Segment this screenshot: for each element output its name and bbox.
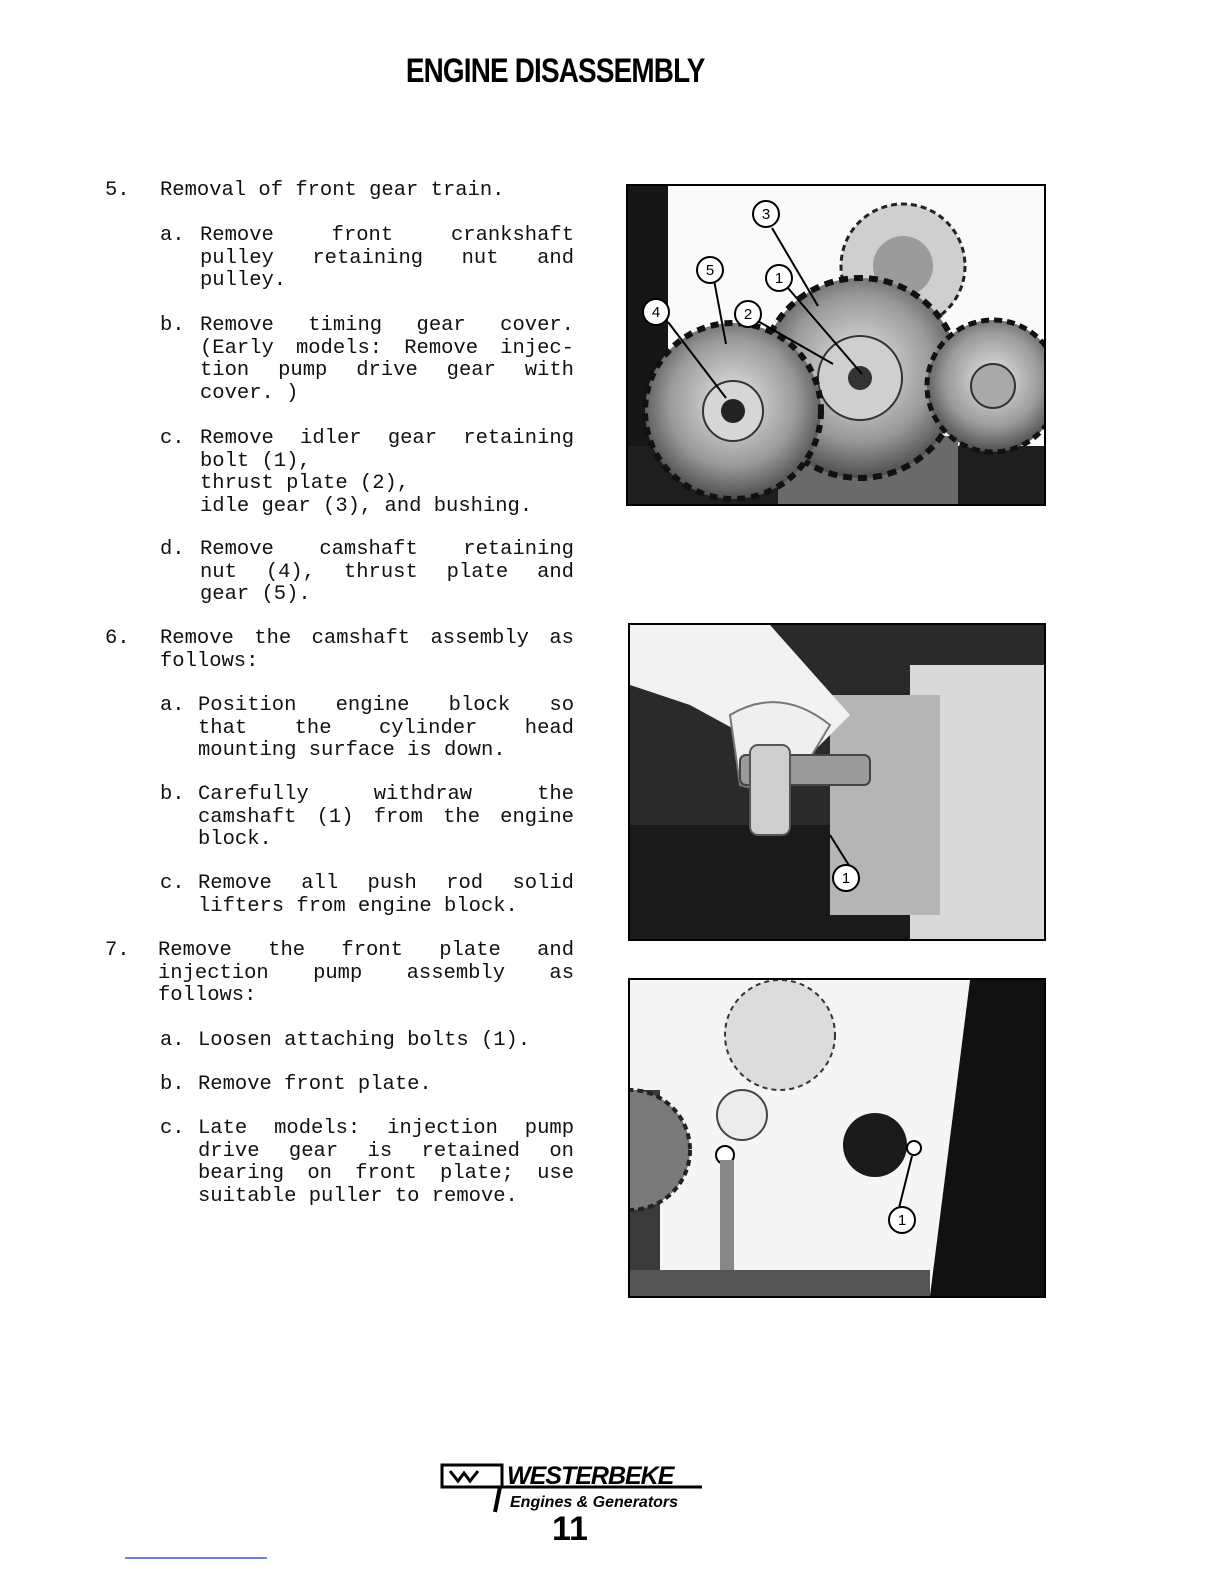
substep-line: bolt (1), (200, 449, 311, 473)
substep-line: Late models: injection pump (198, 1117, 574, 1140)
step-line: follows: (158, 984, 257, 1007)
step-line: injection pump assembly as (158, 961, 574, 985)
svg-text:1: 1 (841, 870, 851, 887)
svg-text:2: 2 (743, 306, 753, 323)
callout-1 (766, 265, 792, 291)
svg-text:5: 5 (705, 262, 715, 279)
brand-tagline: Engines & Generators (510, 1494, 679, 1511)
substep-line: mounting surface is down. (198, 739, 506, 762)
substep-line: Remove idler gear retaining (200, 427, 574, 450)
substep-letter: c. (160, 427, 185, 450)
svg-text:1: 1 (774, 270, 784, 287)
substep-line: Remove timing gear cover. (200, 314, 574, 337)
substep-letter: a. (160, 1029, 185, 1052)
substep (160, 428, 574, 518)
substep-letter: b. (160, 1073, 185, 1096)
callout-1 (833, 865, 859, 891)
step-line: Remove the camshaft assembly as (160, 627, 574, 650)
step-text (160, 628, 574, 673)
callout-4 (643, 299, 669, 325)
step-line: Remove the front plate and (158, 939, 574, 962)
callout-5 (697, 257, 723, 283)
substep-line: nut (4), thrust plate and (200, 560, 574, 584)
substep (160, 1074, 574, 1097)
substep-line: Remove camshaft retaining (200, 538, 574, 561)
substep-line: that the cylinder head (198, 716, 574, 740)
svg-text:1: 1 (897, 1212, 907, 1229)
footer-rule (125, 1557, 267, 1559)
substep-line: cover. ) (200, 381, 299, 405)
step-text (158, 940, 574, 1008)
substep-letter: c. (160, 1117, 185, 1140)
substep-line: thrust plate (2), (200, 472, 410, 495)
svg-text:3: 3 (761, 206, 771, 223)
photo-front-plate (628, 978, 1046, 1298)
step-number: 5. (105, 179, 130, 202)
callout-1 (889, 1207, 915, 1233)
substep (160, 315, 574, 405)
svg-text:4: 4 (651, 304, 661, 321)
substep (160, 695, 574, 763)
substep-line: Remove front crankshaft (200, 224, 574, 247)
substep-line: Remove all push rod solid (198, 872, 574, 895)
step-number: 7. (105, 939, 130, 962)
substep-line: Position engine block so (198, 694, 574, 717)
substep-line: Remove front plate. (198, 1073, 432, 1096)
substep-line: drive gear is retained on (198, 1139, 574, 1163)
callout-2 (735, 301, 761, 327)
substep-line: lifters from engine block. (198, 894, 518, 918)
substep-line: (Early models: Remove injec- (200, 336, 574, 360)
substep-line: Loosen attaching bolts (1). (198, 1029, 531, 1052)
substep-line: tion pump drive gear with (200, 359, 574, 382)
callout-3 (753, 201, 779, 227)
photo-gear-train (626, 184, 1046, 506)
substep-line: pulley retaining nut and (200, 246, 574, 270)
step-line: follows: (160, 649, 259, 673)
substep-line: camshaft (1) from the engine (198, 805, 574, 829)
substep-line: bearing on front plate; use (198, 1162, 574, 1185)
substep (160, 873, 574, 918)
page-number: 11 (552, 1510, 588, 1548)
substep-letter: b. (160, 314, 185, 337)
substep-line: idle gear (3), and bushing. (200, 494, 533, 518)
substep-line: Carefully withdraw the (198, 783, 574, 806)
step-text: Removal of front gear train. (160, 179, 505, 202)
substep-line: pulley. (200, 269, 287, 292)
substep (160, 1118, 574, 1208)
substep-letter: b. (160, 783, 185, 806)
substep (160, 1030, 574, 1053)
brand-name: WESTERBEKE (507, 1462, 674, 1490)
substep (160, 539, 574, 607)
substep-line: suitable puller to remove. (198, 1184, 518, 1208)
substep-line: gear (5). (200, 583, 311, 606)
substep-letter: a. (160, 224, 185, 247)
substep-letter: c. (160, 872, 185, 895)
step-number: 6. (105, 627, 130, 650)
photo-camshaft-removal (628, 623, 1046, 941)
substep (160, 225, 574, 293)
substep-letter: d. (160, 538, 185, 561)
substep (160, 784, 574, 852)
substep-letter: a. (160, 694, 185, 717)
page-title: ENGINE DISASSEMBLY (405, 52, 705, 90)
substep-line: block. (198, 828, 272, 851)
